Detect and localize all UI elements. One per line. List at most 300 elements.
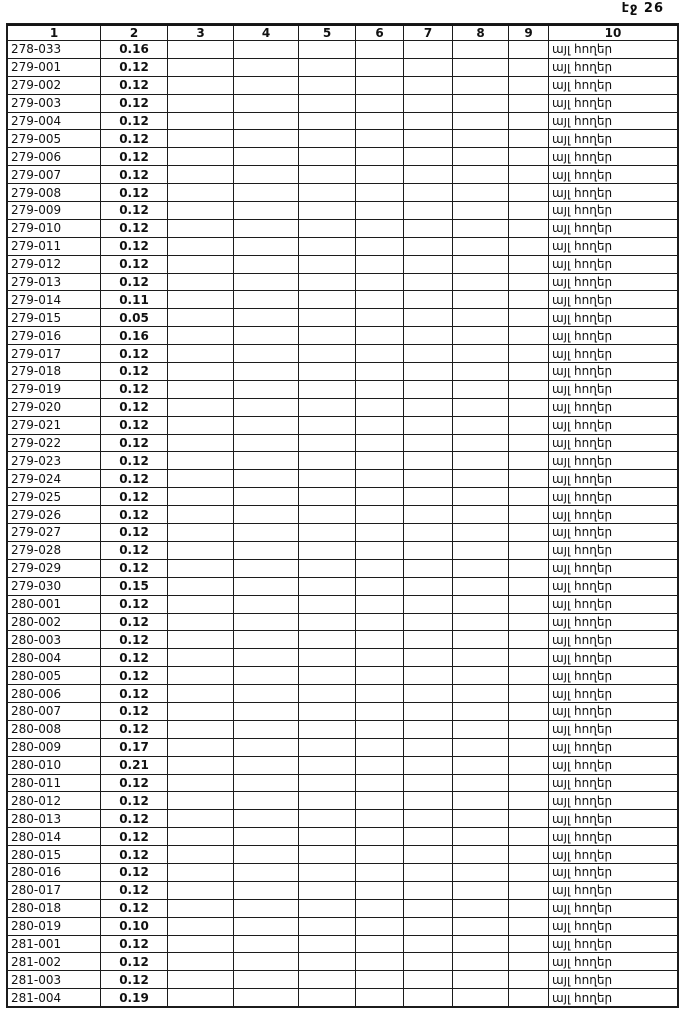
empty-cell bbox=[234, 506, 299, 524]
empty-cell bbox=[453, 810, 509, 828]
parcel-id-cell: 280-010 bbox=[8, 756, 101, 774]
empty-cell bbox=[453, 148, 509, 166]
empty-cell bbox=[168, 76, 234, 94]
area-value-cell: 0.12 bbox=[101, 649, 168, 667]
empty-cell bbox=[453, 76, 509, 94]
empty-cell bbox=[168, 595, 234, 613]
table-row bbox=[8, 613, 678, 631]
area-value-cell: 0.12 bbox=[101, 488, 168, 506]
empty-cell bbox=[234, 488, 299, 506]
empty-cell bbox=[168, 559, 234, 577]
area-value-cell: 0.12 bbox=[101, 631, 168, 649]
empty-cell bbox=[299, 846, 356, 864]
area-value-cell: 0.12 bbox=[101, 881, 168, 899]
parcel-id-cell: 279-001 bbox=[8, 58, 101, 76]
land-type-cell: այլ հողեր bbox=[549, 112, 678, 130]
empty-cell bbox=[168, 273, 234, 291]
column-header: 5 bbox=[299, 25, 356, 41]
parcel-id-cell: 279-012 bbox=[8, 255, 101, 273]
empty-cell bbox=[299, 863, 356, 881]
empty-cell bbox=[168, 488, 234, 506]
empty-cell bbox=[453, 685, 509, 703]
parcel-id-cell: 279-010 bbox=[8, 219, 101, 237]
land-type-cell: այլ հողեր bbox=[549, 971, 678, 989]
land-type-cell: այլ հողեր bbox=[549, 738, 678, 756]
empty-cell bbox=[356, 58, 404, 76]
empty-cell bbox=[234, 702, 299, 720]
parcel-id-cell: 279-025 bbox=[8, 488, 101, 506]
empty-cell bbox=[509, 828, 549, 846]
empty-cell bbox=[509, 398, 549, 416]
area-value-cell: 0.12 bbox=[101, 846, 168, 864]
empty-cell bbox=[509, 559, 549, 577]
empty-cell bbox=[168, 434, 234, 452]
parcel-id-cell: 281-003 bbox=[8, 971, 101, 989]
table-row bbox=[8, 327, 678, 345]
empty-cell bbox=[356, 953, 404, 971]
empty-cell bbox=[234, 613, 299, 631]
land-type-cell: այլ հողեր bbox=[549, 524, 678, 542]
empty-cell bbox=[356, 631, 404, 649]
empty-cell bbox=[404, 935, 453, 953]
empty-cell bbox=[356, 989, 404, 1007]
column-header: 9 bbox=[509, 25, 549, 41]
area-value-cell: 0.12 bbox=[101, 166, 168, 184]
empty-cell bbox=[509, 846, 549, 864]
empty-cell bbox=[453, 273, 509, 291]
empty-cell bbox=[168, 702, 234, 720]
area-value-cell: 0.11 bbox=[101, 291, 168, 309]
empty-cell bbox=[356, 702, 404, 720]
empty-cell bbox=[509, 255, 549, 273]
empty-cell bbox=[509, 58, 549, 76]
empty-cell bbox=[299, 434, 356, 452]
empty-cell bbox=[509, 685, 549, 703]
empty-cell bbox=[404, 917, 453, 935]
table-row bbox=[8, 58, 678, 76]
empty-cell bbox=[356, 828, 404, 846]
empty-cell bbox=[299, 935, 356, 953]
empty-cell bbox=[453, 380, 509, 398]
table-row bbox=[8, 971, 678, 989]
land-type-cell: այլ հողեր bbox=[549, 828, 678, 846]
parcel-id-cell: 279-030 bbox=[8, 577, 101, 595]
empty-cell bbox=[234, 380, 299, 398]
parcel-id-cell: 280-014 bbox=[8, 828, 101, 846]
parcel-id-cell: 279-007 bbox=[8, 166, 101, 184]
area-value-cell: 0.12 bbox=[101, 541, 168, 559]
table-row bbox=[8, 416, 678, 434]
empty-cell bbox=[168, 774, 234, 792]
empty-cell bbox=[168, 184, 234, 202]
empty-cell bbox=[356, 846, 404, 864]
area-value-cell: 0.12 bbox=[101, 148, 168, 166]
empty-cell bbox=[404, 899, 453, 917]
empty-cell bbox=[356, 219, 404, 237]
table-row bbox=[8, 917, 678, 935]
empty-cell bbox=[453, 935, 509, 953]
empty-cell bbox=[404, 219, 453, 237]
table-row bbox=[8, 148, 678, 166]
empty-cell bbox=[299, 452, 356, 470]
empty-cell bbox=[299, 524, 356, 542]
parcel-id-cell: 280-001 bbox=[8, 595, 101, 613]
area-value-cell: 0.12 bbox=[101, 470, 168, 488]
land-register-table bbox=[7, 24, 678, 1007]
empty-cell bbox=[356, 971, 404, 989]
land-type-cell: այլ հողեր bbox=[549, 559, 678, 577]
empty-cell bbox=[168, 577, 234, 595]
empty-cell bbox=[509, 863, 549, 881]
table-body bbox=[8, 41, 678, 1007]
empty-cell bbox=[453, 309, 509, 327]
empty-cell bbox=[299, 58, 356, 76]
empty-cell bbox=[234, 273, 299, 291]
parcel-id-cell: 279-011 bbox=[8, 237, 101, 255]
empty-cell bbox=[168, 720, 234, 738]
empty-cell bbox=[404, 184, 453, 202]
empty-cell bbox=[234, 130, 299, 148]
empty-cell bbox=[234, 863, 299, 881]
empty-cell bbox=[168, 649, 234, 667]
empty-cell bbox=[168, 846, 234, 864]
empty-cell bbox=[509, 667, 549, 685]
parcel-id-cell: 280-019 bbox=[8, 917, 101, 935]
table-row bbox=[8, 756, 678, 774]
land-type-cell: այլ հողեր bbox=[549, 541, 678, 559]
area-value-cell: 0.12 bbox=[101, 112, 168, 130]
empty-cell bbox=[234, 649, 299, 667]
empty-cell bbox=[356, 917, 404, 935]
table-row bbox=[8, 738, 678, 756]
empty-cell bbox=[453, 971, 509, 989]
empty-cell bbox=[404, 792, 453, 810]
empty-cell bbox=[404, 559, 453, 577]
empty-cell bbox=[356, 41, 404, 59]
empty-cell bbox=[299, 738, 356, 756]
land-type-cell: այլ հողեր bbox=[549, 41, 678, 59]
empty-cell bbox=[234, 112, 299, 130]
table-row bbox=[8, 202, 678, 220]
empty-cell bbox=[299, 899, 356, 917]
empty-cell bbox=[299, 917, 356, 935]
empty-cell bbox=[234, 989, 299, 1007]
empty-cell bbox=[453, 363, 509, 381]
empty-cell bbox=[509, 273, 549, 291]
empty-cell bbox=[299, 41, 356, 59]
empty-cell bbox=[356, 202, 404, 220]
empty-cell bbox=[509, 416, 549, 434]
table-row bbox=[8, 631, 678, 649]
empty-cell bbox=[299, 94, 356, 112]
empty-cell bbox=[404, 989, 453, 1007]
empty-cell bbox=[356, 380, 404, 398]
empty-cell bbox=[404, 470, 453, 488]
empty-cell bbox=[509, 756, 549, 774]
empty-cell bbox=[356, 76, 404, 94]
column-header: 6 bbox=[356, 25, 404, 41]
empty-cell bbox=[299, 470, 356, 488]
empty-cell bbox=[356, 756, 404, 774]
area-value-cell: 0.12 bbox=[101, 363, 168, 381]
parcel-id-cell: 279-002 bbox=[8, 76, 101, 94]
land-type-cell: այլ հողեր bbox=[549, 237, 678, 255]
column-header: 3 bbox=[168, 25, 234, 41]
empty-cell bbox=[356, 774, 404, 792]
empty-cell bbox=[299, 577, 356, 595]
area-value-cell: 0.12 bbox=[101, 237, 168, 255]
table-row bbox=[8, 398, 678, 416]
empty-cell bbox=[168, 202, 234, 220]
table-row bbox=[8, 524, 678, 542]
table-row bbox=[8, 935, 678, 953]
empty-cell bbox=[168, 828, 234, 846]
empty-cell bbox=[234, 881, 299, 899]
parcel-id-cell: 279-026 bbox=[8, 506, 101, 524]
parcel-id-cell: 279-004 bbox=[8, 112, 101, 130]
empty-cell bbox=[453, 434, 509, 452]
empty-cell bbox=[356, 559, 404, 577]
empty-cell bbox=[404, 506, 453, 524]
table-row bbox=[8, 94, 678, 112]
empty-cell bbox=[234, 94, 299, 112]
empty-cell bbox=[404, 94, 453, 112]
empty-cell bbox=[168, 667, 234, 685]
table-row bbox=[8, 595, 678, 613]
empty-cell bbox=[299, 237, 356, 255]
table-row bbox=[8, 720, 678, 738]
empty-cell bbox=[168, 327, 234, 345]
area-value-cell: 0.12 bbox=[101, 452, 168, 470]
empty-cell bbox=[509, 631, 549, 649]
table-row bbox=[8, 291, 678, 309]
parcel-id-cell: 280-007 bbox=[8, 702, 101, 720]
empty-cell bbox=[453, 541, 509, 559]
empty-cell bbox=[234, 738, 299, 756]
table-row bbox=[8, 380, 678, 398]
table-row bbox=[8, 255, 678, 273]
empty-cell bbox=[234, 631, 299, 649]
empty-cell bbox=[168, 452, 234, 470]
land-type-cell: այլ հողեր bbox=[549, 756, 678, 774]
empty-cell bbox=[404, 130, 453, 148]
land-type-cell: այլ հողեր bbox=[549, 667, 678, 685]
empty-cell bbox=[299, 953, 356, 971]
area-value-cell: 0.12 bbox=[101, 774, 168, 792]
empty-cell bbox=[453, 846, 509, 864]
empty-cell bbox=[404, 702, 453, 720]
empty-cell bbox=[509, 702, 549, 720]
empty-cell bbox=[168, 416, 234, 434]
land-type-cell: այլ հողեր bbox=[549, 595, 678, 613]
table-row bbox=[8, 792, 678, 810]
empty-cell bbox=[168, 112, 234, 130]
table-row bbox=[8, 219, 678, 237]
area-value-cell: 0.12 bbox=[101, 434, 168, 452]
empty-cell bbox=[299, 685, 356, 703]
empty-cell bbox=[299, 828, 356, 846]
empty-cell bbox=[404, 416, 453, 434]
table-row bbox=[8, 488, 678, 506]
empty-cell bbox=[299, 756, 356, 774]
empty-cell bbox=[404, 971, 453, 989]
land-type-cell: այլ հողեր bbox=[549, 184, 678, 202]
parcel-id-cell: 281-001 bbox=[8, 935, 101, 953]
empty-cell bbox=[234, 255, 299, 273]
area-value-cell: 0.12 bbox=[101, 792, 168, 810]
empty-cell bbox=[168, 506, 234, 524]
empty-cell bbox=[356, 166, 404, 184]
parcel-id-cell: 279-013 bbox=[8, 273, 101, 291]
table-row bbox=[8, 899, 678, 917]
empty-cell bbox=[453, 667, 509, 685]
empty-cell bbox=[168, 810, 234, 828]
empty-cell bbox=[356, 363, 404, 381]
empty-cell bbox=[453, 953, 509, 971]
empty-cell bbox=[404, 667, 453, 685]
empty-cell bbox=[453, 917, 509, 935]
empty-cell bbox=[168, 94, 234, 112]
parcel-id-cell: 279-008 bbox=[8, 184, 101, 202]
empty-cell bbox=[168, 309, 234, 327]
parcel-id-cell: 279-005 bbox=[8, 130, 101, 148]
empty-cell bbox=[453, 184, 509, 202]
empty-cell bbox=[404, 953, 453, 971]
area-value-cell: 0.16 bbox=[101, 327, 168, 345]
parcel-id-cell: 279-029 bbox=[8, 559, 101, 577]
empty-cell bbox=[509, 971, 549, 989]
empty-cell bbox=[234, 756, 299, 774]
header-row bbox=[8, 25, 678, 41]
empty-cell bbox=[356, 649, 404, 667]
land-type-cell: այլ հողեր bbox=[549, 631, 678, 649]
land-type-cell: այլ հողեր bbox=[549, 398, 678, 416]
empty-cell bbox=[299, 559, 356, 577]
land-type-cell: այլ հողեր bbox=[549, 649, 678, 667]
empty-cell bbox=[356, 416, 404, 434]
empty-cell bbox=[299, 291, 356, 309]
empty-cell bbox=[299, 506, 356, 524]
empty-cell bbox=[299, 631, 356, 649]
table-row bbox=[8, 506, 678, 524]
area-value-cell: 0.21 bbox=[101, 756, 168, 774]
empty-cell bbox=[356, 130, 404, 148]
empty-cell bbox=[356, 470, 404, 488]
area-value-cell: 0.12 bbox=[101, 76, 168, 94]
empty-cell bbox=[234, 166, 299, 184]
land-type-cell: այլ հողեր bbox=[549, 899, 678, 917]
empty-cell bbox=[509, 94, 549, 112]
empty-cell bbox=[453, 345, 509, 363]
land-type-cell: այլ հողեր bbox=[549, 685, 678, 703]
table-row bbox=[8, 649, 678, 667]
empty-cell bbox=[453, 112, 509, 130]
land-type-cell: այլ հողեր bbox=[549, 434, 678, 452]
table-row bbox=[8, 667, 678, 685]
empty-cell bbox=[299, 881, 356, 899]
empty-cell bbox=[509, 935, 549, 953]
area-value-cell: 0.12 bbox=[101, 416, 168, 434]
empty-cell bbox=[299, 416, 356, 434]
empty-cell bbox=[168, 166, 234, 184]
empty-cell bbox=[453, 738, 509, 756]
land-type-cell: այլ հողեր bbox=[549, 953, 678, 971]
parcel-id-cell: 279-027 bbox=[8, 524, 101, 542]
table-row bbox=[8, 470, 678, 488]
column-header: 2 bbox=[101, 25, 168, 41]
empty-cell bbox=[234, 41, 299, 59]
column-header: 10 bbox=[549, 25, 678, 41]
empty-cell bbox=[234, 148, 299, 166]
empty-cell bbox=[299, 702, 356, 720]
empty-cell bbox=[453, 720, 509, 738]
land-type-cell: այլ հողեր bbox=[549, 881, 678, 899]
empty-cell bbox=[509, 738, 549, 756]
empty-cell bbox=[234, 345, 299, 363]
empty-cell bbox=[299, 989, 356, 1007]
empty-cell bbox=[404, 613, 453, 631]
empty-cell bbox=[356, 541, 404, 559]
empty-cell bbox=[299, 219, 356, 237]
empty-cell bbox=[234, 792, 299, 810]
empty-cell bbox=[299, 541, 356, 559]
land-type-cell: այլ հողեր bbox=[549, 613, 678, 631]
empty-cell bbox=[509, 309, 549, 327]
land-type-cell: այլ հողեր bbox=[549, 863, 678, 881]
parcel-id-cell: 280-004 bbox=[8, 649, 101, 667]
empty-cell bbox=[404, 291, 453, 309]
empty-cell bbox=[404, 345, 453, 363]
empty-cell bbox=[453, 291, 509, 309]
parcel-id-cell: 279-018 bbox=[8, 363, 101, 381]
empty-cell bbox=[453, 58, 509, 76]
empty-cell bbox=[234, 577, 299, 595]
empty-cell bbox=[404, 720, 453, 738]
parcel-id-cell: 280-018 bbox=[8, 899, 101, 917]
empty-cell bbox=[299, 130, 356, 148]
area-value-cell: 0.12 bbox=[101, 720, 168, 738]
land-type-cell: այլ հողեր bbox=[549, 148, 678, 166]
table-header bbox=[8, 25, 678, 41]
empty-cell bbox=[299, 488, 356, 506]
parcel-id-cell: 279-003 bbox=[8, 94, 101, 112]
empty-cell bbox=[356, 112, 404, 130]
land-type-cell: այլ հողեր bbox=[549, 989, 678, 1007]
table-row bbox=[8, 237, 678, 255]
empty-cell bbox=[168, 989, 234, 1007]
parcel-id-cell: 279-023 bbox=[8, 452, 101, 470]
empty-cell bbox=[453, 255, 509, 273]
empty-cell bbox=[404, 452, 453, 470]
empty-cell bbox=[234, 363, 299, 381]
empty-cell bbox=[356, 434, 404, 452]
empty-cell bbox=[509, 345, 549, 363]
empty-cell bbox=[299, 76, 356, 94]
land-type-cell: այլ հողեր bbox=[549, 935, 678, 953]
table-row bbox=[8, 309, 678, 327]
empty-cell bbox=[509, 41, 549, 59]
parcel-id-cell: 279-020 bbox=[8, 398, 101, 416]
empty-cell bbox=[234, 595, 299, 613]
empty-cell bbox=[168, 917, 234, 935]
empty-cell bbox=[168, 58, 234, 76]
land-type-cell: այլ հողեր bbox=[549, 416, 678, 434]
parcel-id-cell: 279-019 bbox=[8, 380, 101, 398]
empty-cell bbox=[168, 345, 234, 363]
empty-cell bbox=[453, 237, 509, 255]
empty-cell bbox=[404, 434, 453, 452]
table-row bbox=[8, 989, 678, 1007]
